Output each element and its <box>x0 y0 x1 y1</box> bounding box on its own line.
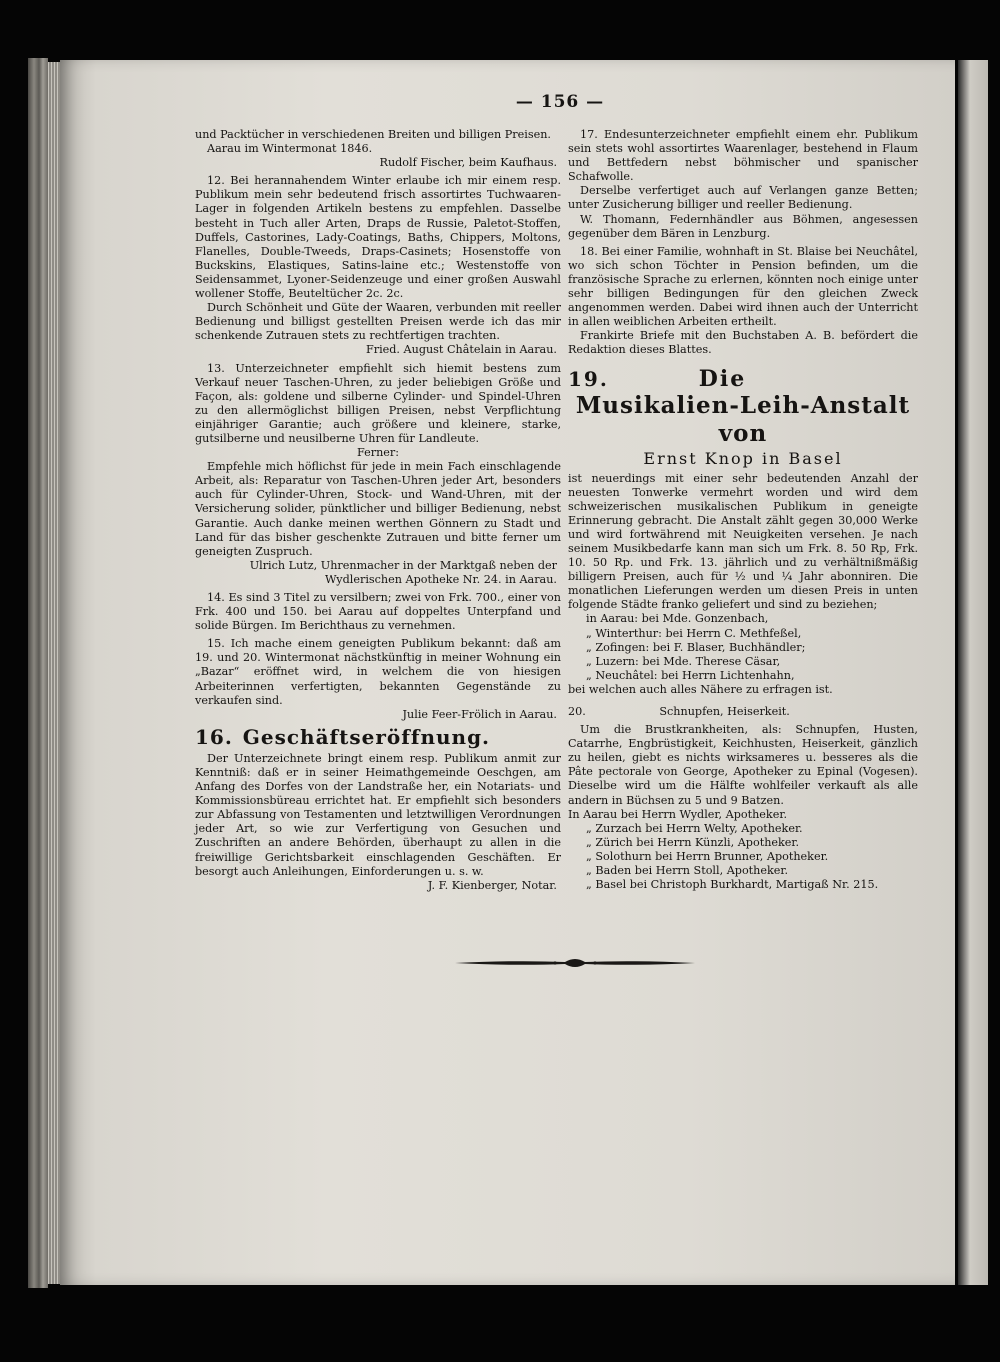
facing-page-edge <box>958 60 988 1285</box>
ad-20-place: „ Solothurn bei Herrn Brunner, Apotheker. <box>586 849 829 863</box>
ad-20-heading <box>568 705 918 719</box>
ad-12-signature: Fried. August Châtelain in Aarau. <box>365 343 557 357</box>
ad-17-text: 17. Endesunterzeichneter empfiehlt einem ehr. Publikum sein stets wohl assortirtes Waarenlager, bestehend in Flaum und Bettfedern nebst böhmischer und spanischer Schafwolle. <box>568 128 918 184</box>
ad-16-number: 16. <box>195 724 233 749</box>
ad-18-text: 18. Bei einer Familie, wohnhaft in St. Blaise bei Neuchâtel, wo sich schon Töchter in Pension befinden, um die französische Sprache zu erlernen, könnten noch einige unter sehr billigen Bedingungen für den gleichen Zweck angenommen werden. Dabei wird ihnen auch der Unterricht in allen weiblichen Arbeiten ertheilt. <box>568 244 918 329</box>
continuation-signature: Rudolf Fischer, beim Kaufhaus. <box>379 156 557 170</box>
continuation-line: und Packtücher in verschiedenen Breiten und billigen Preisen. <box>195 128 551 141</box>
ad-13-signature: Ulrich Lutz, Uhrenmacher in der Marktgaß neben der Wydlerischen Apotheke Nr. 24. in Aarau. <box>249 558 557 586</box>
ad-20-place: „ Zürich bei Herrn Künzli, Apotheker. <box>586 835 800 849</box>
page-stack-edge <box>48 62 60 1284</box>
continuation-date: Aarau im Wintermonat 1846. <box>207 142 373 156</box>
ornamental-divider <box>455 952 695 974</box>
ad-19-place: „ Zofingen: bei F. Blaser, Buchhändler; <box>586 640 806 654</box>
ad-19-die: Die <box>698 365 747 392</box>
ad-19-number: 19. <box>568 366 609 391</box>
ad-19-title: Musikalien-Leih-Anstalt von <box>575 391 911 447</box>
ad-20-text: Um die Brustkrankheiten, als: Schnupfen, Husten, Catarrhe, Engbrüstigkeit, Keichhusten, Heiserkeit, gänzlich zu heilen, giebt es nichts wirksameres u. besseres als die Pâte pectorale von George, Apotheker zu Epinal (Vogesen). Dieselbe wird um die Hälfte wohlfeiler verkauft als alle andern in Büchsen zu 5 und 9 Batzen. <box>568 723 918 807</box>
ad-13-text-2: Empfehle mich höflichst für jede in mein Fach einschlagende Arbeit, als: Reparatur von Taschen-Uhren jeder Art, besonders auch für Cylinder-Uhren, Stock- und Wand-Uhren, mit der Versicherung solider, pünktlicher und billiger Bedienung, nebst Garantie. Auch danke meinen werthen Gönnern zu Stadt und Land für das bisher geschenkte Zutrauen und bitte ferner um geneigten Zuspruch. <box>195 460 561 558</box>
ad-13-ferner: Ferner: <box>356 446 400 460</box>
ad-15-signature: Julie Feer-Frölich in Aarau. <box>402 707 557 721</box>
ad-20-place: „ Baden bei Herrn Stoll, Apotheker. <box>586 864 789 878</box>
page-number: — 156 — <box>515 92 605 112</box>
ad-17-signature: W. Thomann, Federnhändler aus Böhmen, angesessen gegenüber dem Bären in Lenzburg. <box>568 212 918 240</box>
left-column <box>195 128 561 893</box>
ad-12-text-2: Durch Schönheit und Güte der Waaren, verbunden mit reeller Bedienung und billigst gestellten Preisen werde ich das mir schenkende Zutrauen stets zu rechtfertigen trachten. <box>195 301 561 343</box>
ad-16-text: Der Unterzeichnete bringt einem resp. Publikum anmit zur Kenntniß: daß er in seiner Heimathgemeinde Oeschgen, am Anfang des Dorfes von der Landstraße her, ein Notariats- und Kommissionsbüreau errichtet hat. Er empfiehlt sich besonders zur Abfassung von Testamenten und letztwilligen Verordnungen jeder Art, so wie zur Verfertigung von Gesuchen und Zuschriften an andere Behörden, überhaupt zu allen in die freiwillige Gerichtsbarkeit einschlagenden Geschäften. Er besorgt auch Anleihungen, Einforderungen u. s. w. <box>195 751 561 878</box>
ad-19-place: „ Neuchâtel: bei Herrn Lichtenhahn, <box>586 668 795 682</box>
ad-16-title: Geschäftseröffnung. <box>242 724 491 749</box>
ad-15-text: 15. Ich mache einem geneigten Publikum bekannt: daß am 19. und 20. Wintermonat nächstkünftig in meiner Wohnung ein „Bazar“ eröffnet wird, in welchem die von hiesigen Arbeiterinnen verfertigten, bekannten Gegenstände zu verkaufen sind. <box>195 637 561 707</box>
ad-19-place: „ Winterthur: bei Herrn C. Methfeßel, <box>586 626 802 640</box>
ad-19-place: „ Luzern: bei Mde. Therese Cäsar, <box>586 654 781 668</box>
right-column <box>568 128 918 892</box>
ad-19-end: bei welchen auch alles Nähere zu erfragen ist. <box>568 682 833 696</box>
ad-13-text: 13. Unterzeichneter empfiehlt sich hiemit bestens zum Verkauf neuer Taschen-Uhren, zu jeder beliebigen Größe und Façon, als: goldene und silberne Cylinder- und Spindel-Uhren zu den allermöglichst billigen Preisen, nebst Verpflichtung einjähriger Garantie; auch größere und kleinere, starke, gutsilberne und neusilberne Uhren für Landleute. <box>195 361 561 445</box>
ad-20-number: 20. <box>568 705 586 718</box>
ad-12-text: 12. Bei herannahendem Winter erlaube ich mir einem resp. Publikum mein sehr bedeutend frisch assortirtes Tuchwaaren-Lager in folgenden Artikeln bestens zu empfehlen. Dasselbe besteht in Tuch aller Arten, Draps de Russie, Paletot-Stoffen, Duffels, Castorines, Lady-Coatings, Baths, Chippers, Moltons, Flanelles, Double-Tweeds, Draps-Casinets; Hosenstoffe von Buckskins, Elastiques, Satins-laine etc.; Westenstoffe von Seidensammet, Lyoner-Seidenzeuge und einer großen Auswahl wollener Stoffe, Beuteltücher 2c. 2c. <box>195 174 561 301</box>
ad-19-owner: Ernst Knop in Basel <box>643 448 843 468</box>
ad-19-heading <box>568 366 918 392</box>
ad-20-title: Schnupfen, Heiserkeit. <box>659 705 790 718</box>
book-spine-edge <box>28 58 48 1288</box>
ad-14-text: 14. Es sind 3 Titel zu versilbern; zwei von Frk. 700., einer von Frk. 400 und 150. bei Aarau auf doppeltes Unterpfand und solide Bürgen. Im Berichthaus zu vernehmen. <box>195 591 561 633</box>
ad-18-text-2: Frankirte Briefe mit den Buchstaben A. B. befördert die Redaktion dieses Blattes. <box>568 329 918 357</box>
ad-16-signature: J. F. Kienberger, Notar. <box>427 878 557 892</box>
ad-16-heading <box>195 725 561 749</box>
ad-20-place: „ Zurzach bei Herrn Welty, Apotheker. <box>586 821 803 835</box>
ad-19-text: ist neuerdings mit einer sehr bedeutenden Anzahl der neuesten Tonwerke vermehrt worden und wird dem schweizerischen musikalischen Publikum in geneigte Erinnerung gebracht. Die Anstalt zählt gegen 30,000 Werke und wird fortwährend mit Neuigkeiten versehen. Je nach seinem Musikbedarfe kann man sich um Frk. 8. 50 Rp, Frk. 10. 50 Rp. und Frk. 13. jährlich und zu verhältnißmäßig billigern Preisen, auch für ½ und ¼ Jahr abonniren. Die monatlichen Lieferungen werden um diesen Preis in unten folgende Städte franko geliefert und sind zu beziehen; <box>568 471 918 612</box>
ad-19-place: in Aarau: bei Mde. Gonzenbach, <box>586 612 769 626</box>
ad-17-text-2: Derselbe verfertiget auch auf Verlangen ganze Betten; unter Zusicherung billiger und reeller Bedienung. <box>568 184 918 212</box>
ad-20-place: In Aarau bei Herrn Wydler, Apotheker. <box>568 807 787 821</box>
ad-20-place: „ Basel bei Christoph Burkhardt, Martigaß Nr. 215. <box>586 878 879 892</box>
